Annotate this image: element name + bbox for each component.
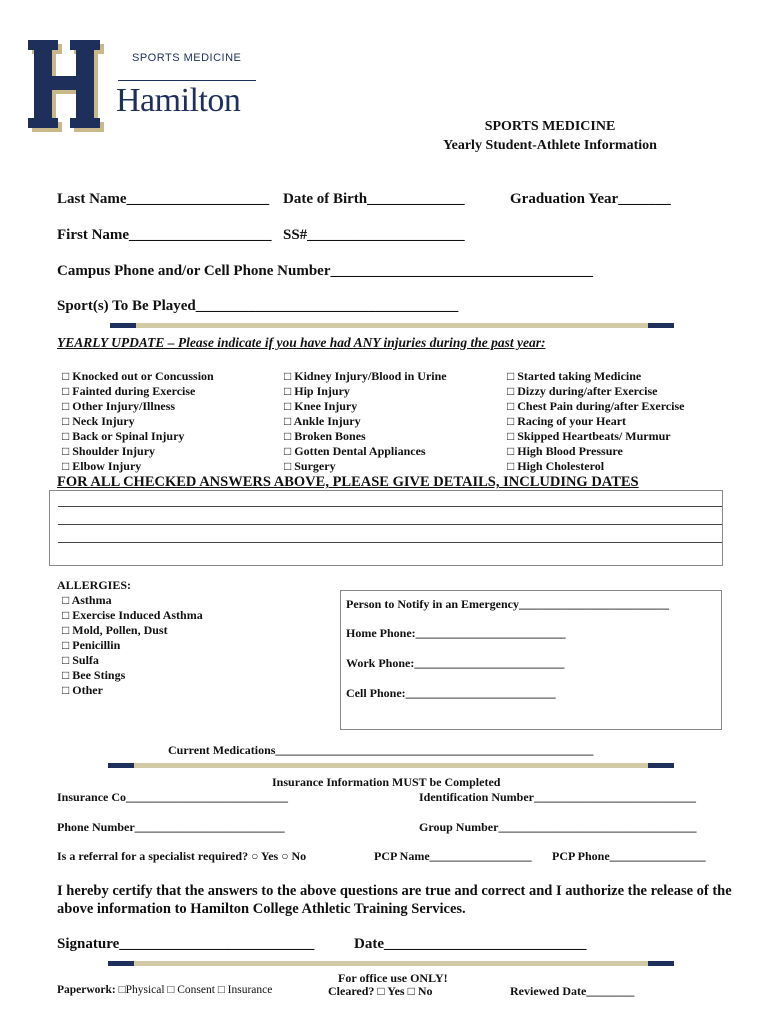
checkbox-item[interactable]: □ Shoulder Injury — [62, 444, 156, 458]
page-subtitle: Yearly Student-Athlete Information — [443, 138, 657, 153]
cleared-checkboxes[interactable]: Cleared? □ Yes □ No — [328, 984, 433, 998]
checkbox-item[interactable]: □ Surgery — [284, 459, 336, 473]
checkbox-item[interactable]: □ Ankle Injury — [284, 414, 361, 428]
checkbox-item[interactable]: □ Neck Injury — [62, 414, 135, 428]
page-title: SPORTS MEDICINE — [484, 119, 616, 134]
certification-statement: I hereby certify that the answers to the above questions are true and correct and I authorize the release of the above information to Hamilton College Athletic Training Services. — [57, 883, 732, 917]
logo-hamilton-text: Hamilton — [116, 82, 241, 119]
checkbox-item[interactable]: □ Broken Bones — [284, 429, 366, 443]
details-heading: FOR ALL CHECKED ANSWERS ABOVE, PLEASE GIVE DETAILS, INCLUDING DATES — [57, 474, 639, 490]
medications-field[interactable]: Current Medications_____________________________________________________ — [168, 743, 594, 757]
checkbox-item[interactable]: □ Chest Pain during/after Exercise — [507, 399, 685, 413]
checkbox-item[interactable]: □ Gotten Dental Appliances — [284, 444, 426, 458]
work-phone-field[interactable]: Work Phone:_________________________ — [346, 656, 565, 670]
checkbox-item[interactable]: □ Mold, Pollen, Dust — [62, 623, 168, 637]
checkbox-item[interactable]: □ Penicillin — [62, 638, 121, 652]
office-use-heading: For office use ONLY! — [338, 971, 448, 985]
checkbox-item[interactable]: □ Asthma — [62, 593, 112, 607]
pcp-name-field[interactable]: PCP Name_________________ — [374, 849, 532, 863]
first-name-field[interactable]: First Name___________________ — [57, 227, 272, 243]
details-box[interactable] — [49, 490, 723, 566]
checkbox-item[interactable]: □ Back or Spinal Injury — [62, 429, 185, 443]
pcp-phone-field[interactable]: PCP Phone________________ — [552, 849, 706, 863]
checkbox-item[interactable]: □ High Cholesterol — [507, 459, 605, 473]
sports-field[interactable]: Sport(s) To Be Played___________________________________ — [57, 298, 459, 314]
checkbox-item[interactable]: □ Other Injury/Illness — [62, 399, 176, 413]
injury-list-col1 — [62, 369, 214, 474]
graduation-year-field[interactable]: Graduation Year_______ — [510, 191, 671, 207]
allergies-heading: ALLERGIES: — [57, 578, 132, 592]
insurance-heading: Insurance Information MUST be Completed — [272, 775, 501, 789]
emergency-contact-field[interactable]: Person to Notify in an Emergency_________________________ — [346, 597, 669, 611]
signature-field[interactable]: Signature__________________________ — [57, 936, 315, 952]
paperwork-checkboxes[interactable]: □Physical □ Consent □ Insurance — [118, 984, 273, 996]
checkbox-item[interactable]: □ Sulfa — [62, 653, 99, 667]
checkbox-item[interactable]: □ Hip Injury — [284, 384, 350, 398]
hamilton-logo-mark — [28, 40, 108, 132]
referral-question[interactable]: Is a referral for a specialist required? ○ Yes ○ No — [57, 849, 307, 863]
home-phone-field[interactable]: Home Phone:_________________________ — [346, 626, 566, 640]
checkbox-item[interactable]: □ Exercise Induced Asthma — [62, 608, 203, 622]
allergy-list — [62, 593, 203, 698]
ssn-field[interactable]: SS#_____________________ — [283, 227, 465, 243]
checkbox-item[interactable]: □ Knee Injury — [284, 399, 358, 413]
insurance-phone-field[interactable]: Phone Number_________________________ — [57, 820, 285, 834]
checkbox-item[interactable]: □ Other — [62, 683, 103, 697]
checkbox-item[interactable]: □ Racing of your Heart — [507, 414, 627, 428]
paperwork-row — [57, 984, 272, 996]
checkbox-item[interactable]: □ Skipped Heartbeats/ Murmur — [507, 429, 671, 443]
insurance-company-field[interactable]: Insurance Co___________________________ — [57, 790, 289, 804]
checkbox-item[interactable]: □ High Blood Pressure — [507, 444, 623, 458]
checkbox-item[interactable]: □ Elbow Injury — [62, 459, 142, 473]
reviewed-date-field[interactable]: Reviewed Date________ — [510, 984, 635, 998]
cell-phone-field[interactable]: Cell Phone:_________________________ — [346, 686, 556, 700]
group-number-field[interactable]: Group Number_________________________________ — [419, 820, 697, 834]
divider-bar — [108, 763, 674, 768]
yearly-update-heading: YEARLY UPDATE – Please indicate if you have had ANY injuries during the past year: — [57, 335, 546, 350]
divider-bar — [110, 323, 674, 328]
injury-list-col2 — [284, 369, 447, 474]
logo-divider — [118, 80, 256, 81]
checkbox-item[interactable]: □ Dizzy during/after Exercise — [507, 384, 658, 398]
checkbox-item[interactable]: □ Knocked out or Concussion — [62, 369, 214, 383]
last-name-field[interactable]: Last Name___________________ — [57, 191, 270, 207]
paperwork-label: Paperwork: — [57, 984, 116, 996]
checkbox-item[interactable]: □ Kidney Injury/Blood in Urine — [284, 369, 447, 383]
checkbox-item[interactable]: □ Started taking Medicine — [507, 369, 642, 383]
checkbox-item[interactable]: □ Fainted during Exercise — [62, 384, 196, 398]
logo-sports-medicine-text: SPORTS MEDICINE — [132, 52, 242, 64]
injury-list-col3 — [507, 369, 684, 474]
phone-field[interactable]: Campus Phone and/or Cell Phone Number___________________________________ — [57, 263, 594, 279]
checkbox-item[interactable]: □ Bee Stings — [62, 668, 126, 682]
divider-bar — [108, 961, 674, 966]
date-field[interactable]: Date___________________________ — [354, 936, 587, 952]
date-of-birth-field[interactable]: Date of Birth_____________ — [283, 191, 465, 207]
identification-number-field[interactable]: Identification Number___________________________ — [419, 790, 696, 804]
